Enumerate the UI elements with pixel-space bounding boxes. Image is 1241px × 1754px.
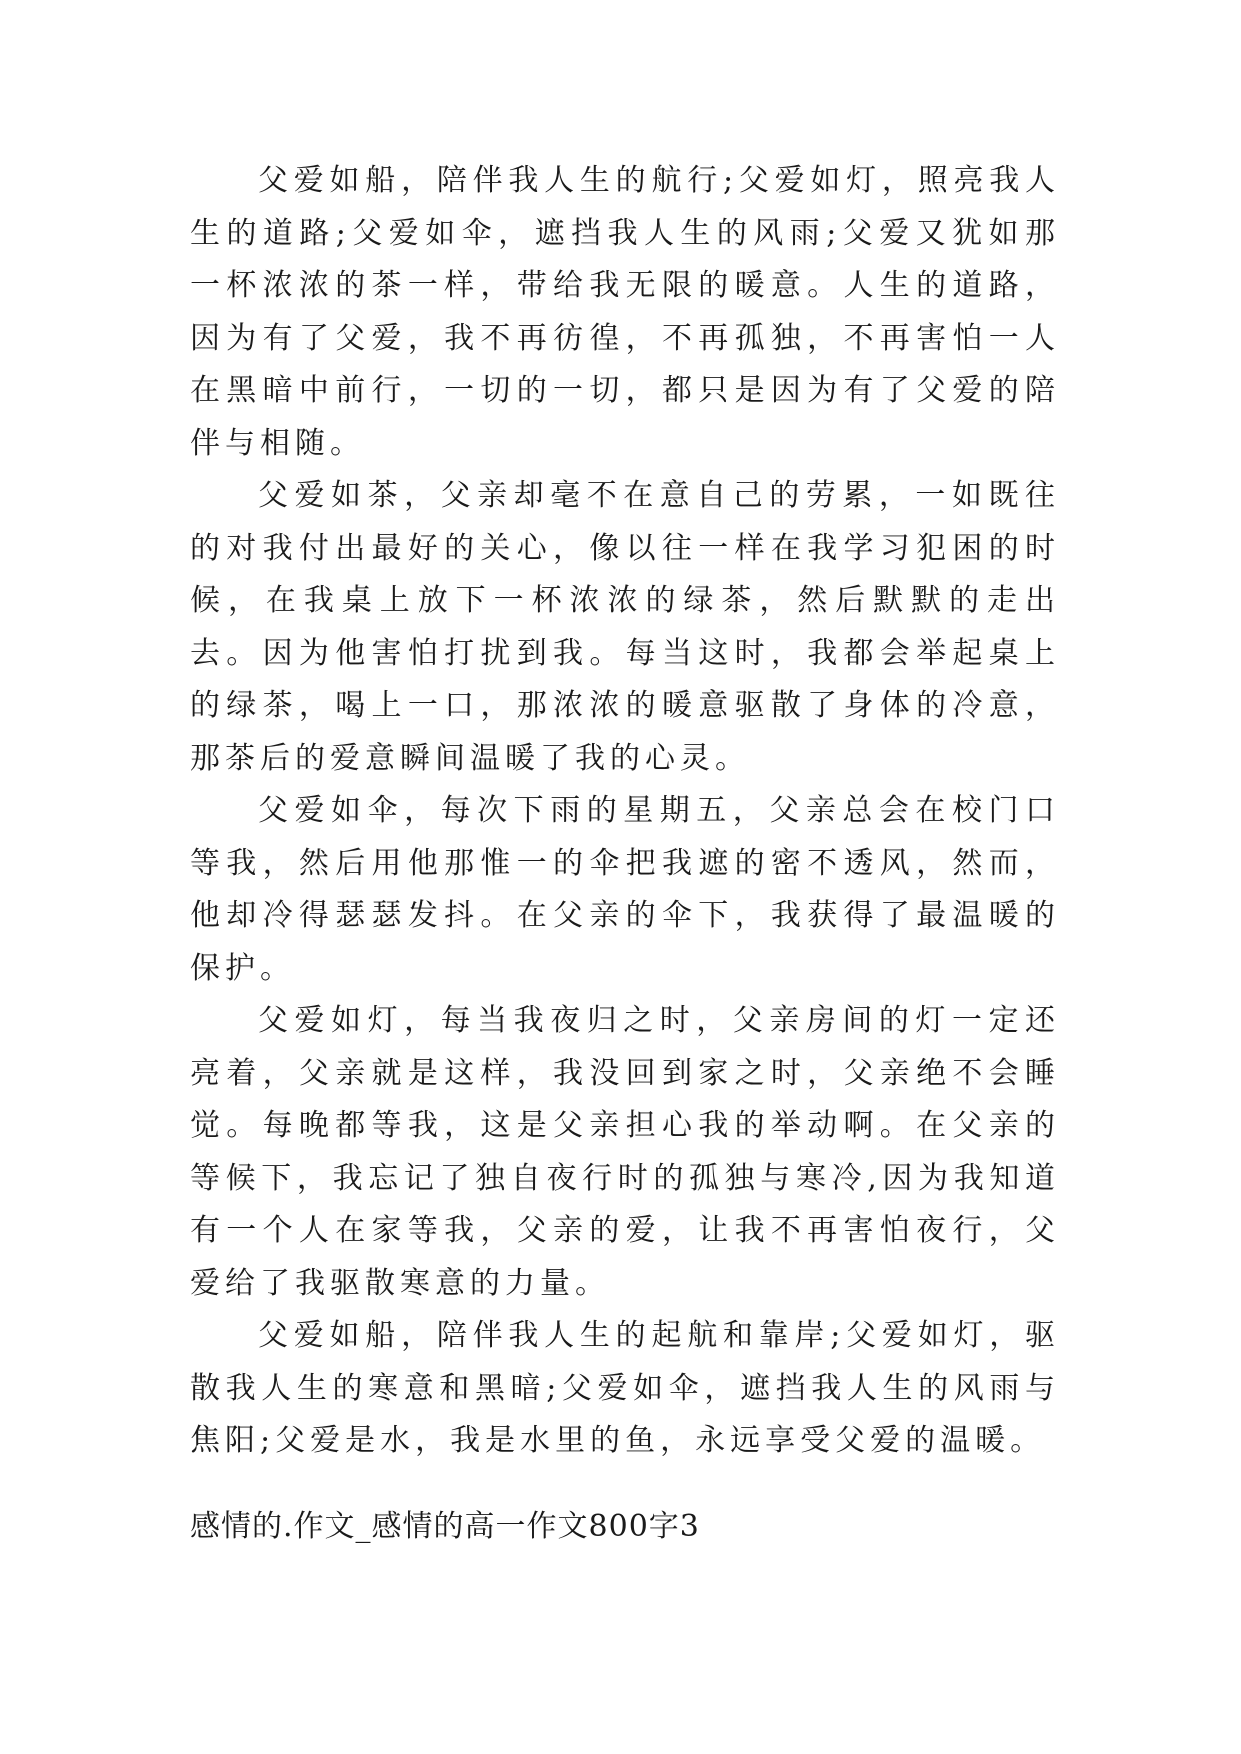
next-article-title: 感情的.作文_感情的高一作文800字3: [190, 1509, 700, 1544]
paragraph-boat-lamp-umbrella: 父爱如船，陪伴我人生的航行;父爱如灯，照亮我人生的道路;父爱如伞，遮挡我人生的风雨;父爱又犹如那一杯浓浓的茶一样，带给我无限的暖意。人生的道路，因为有了父爱，我不再彷徨，不再孤独，不再害怕一人在黑暗中前行，一切的一切，都只是因为有了父爱的陪伴与相随。: [190, 163, 1060, 461]
paragraph-conclusion: 父爱如船，陪伴我人生的起航和靠岸;父爱如灯，驱散我人生的寒意和黑暗;父爱如伞，遮挡我人生的风雨与焦阳;父爱是水，我是水里的鱼，永远享受父爱的温暖。: [190, 1318, 1060, 1458]
paragraph-umbrella: 父爱如伞，每次下雨的星期五，父亲总会在校门口等我，然后用他那惟一的伞把我遮的密不透风，然而，他却冷得瑟瑟发抖。在父亲的伞下，我获得了最温暖的保护。: [190, 793, 1060, 986]
paragraph-tea: 父爱如茶，父亲却毫不在意自己的劳累，一如既往的对我付出最好的关心，像以往一样在我学习犯困的时候，在我桌上放下一杯浓浓的绿茶，然后默默的走出去。因为他害怕打扰到我。每当这时，我都会举起桌上的绿茶，喝上一口，那浓浓的暖意驱散了身体的冷意，那茶后的爱意瞬间温暖了我的心灵。: [190, 478, 1060, 776]
paragraph-lamp: 父爱如灯，每当我夜归之时，父亲房间的灯一定还亮着，父亲就是这样，我没回到家之时，父亲绝不会睡觉。每晚都等我，这是父亲担心我的举动啊。在父亲的等候下，我忘记了独自夜行时的孤独与寒冷,因为我知道有一个人在家等我，父亲的爱，让我不再害怕夜行，父爱给了我驱散寒意的力量。: [190, 1003, 1060, 1301]
article-body: [190, 155, 1060, 1468]
